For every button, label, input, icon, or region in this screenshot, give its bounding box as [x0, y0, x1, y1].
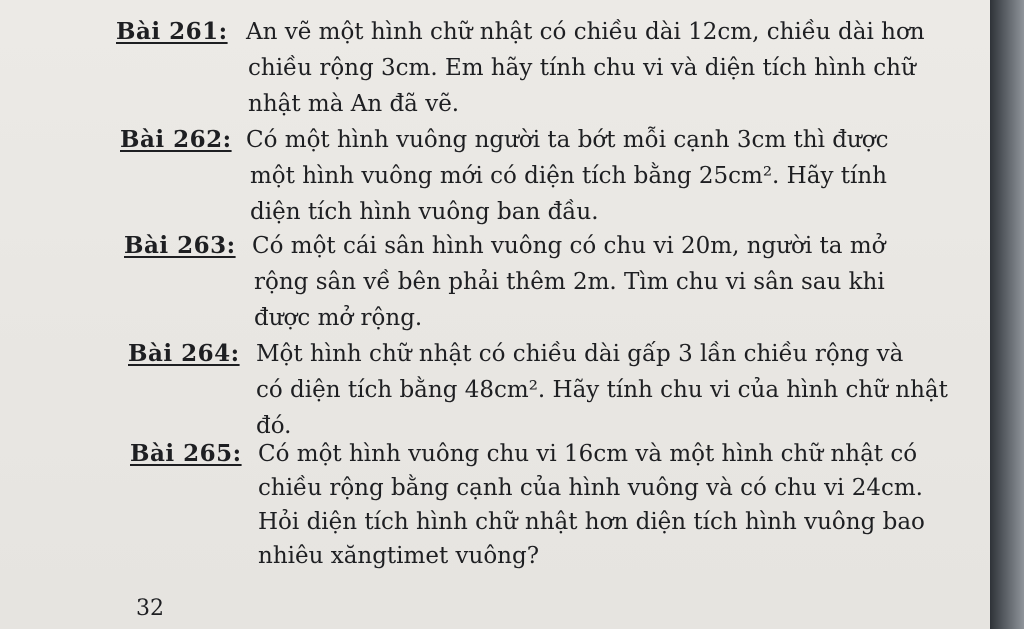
problem-label: Bài 265: [130, 440, 242, 467]
problem-label: Bài 264: [128, 340, 240, 367]
problem-text-line: Hỏi diện tích hình chữ nhật hơn diện tích hình vuông bao [258, 509, 925, 535]
problem-text-line: một hình vuông mới có diện tích bằng 25cm². Hãy tính [250, 163, 887, 189]
problem-text-line: có diện tích bằng 48cm². Hãy tính chu vi của hình chữ nhật [256, 377, 948, 403]
problem-label: Bài 263: [124, 232, 236, 259]
problem-text-line: rộng sân về bên phải thêm 2m. Tìm chu vi sân sau khi [254, 269, 885, 295]
problem-text-line: diện tích hình vuông ban đầu. [250, 199, 599, 225]
problem-text-line: được mở rộng. [254, 305, 423, 331]
problem-text-line: Một hình chữ nhật có chiều dài gấp 3 lần chiều rộng và [256, 341, 904, 367]
problem-text-line: chiều rộng bằng cạnh của hình vuông và có chu vi 24cm. [258, 475, 923, 501]
problem-label: Bài 262: [120, 126, 232, 153]
problem-text-line: Có một hình vuông người ta bớt mỗi cạnh 3cm thì được [246, 127, 889, 153]
problem-text-line: đó. [256, 413, 292, 439]
problem-text-line: chiều rộng 3cm. Em hãy tính chu vi và diện tích hình chữ [248, 55, 916, 81]
page-number: 32 [136, 596, 164, 621]
problem-text-line: nhật mà An đã vẽ. [248, 91, 460, 117]
problem-text-line: An vẽ một hình chữ nhật có chiều dài 12cm, chiều dài hơn [246, 19, 925, 45]
problem-text-line: nhiêu xăngtimet vuông? [258, 543, 540, 569]
problem-text-line: Có một hình vuông chu vi 16cm và một hình chữ nhật có [258, 441, 918, 467]
problem-text-line: Có một cái sân hình vuông có chu vi 20m, người ta mở [252, 233, 886, 259]
page-edge-shadow [990, 0, 1024, 629]
problem-label: Bài 261: [116, 18, 228, 45]
